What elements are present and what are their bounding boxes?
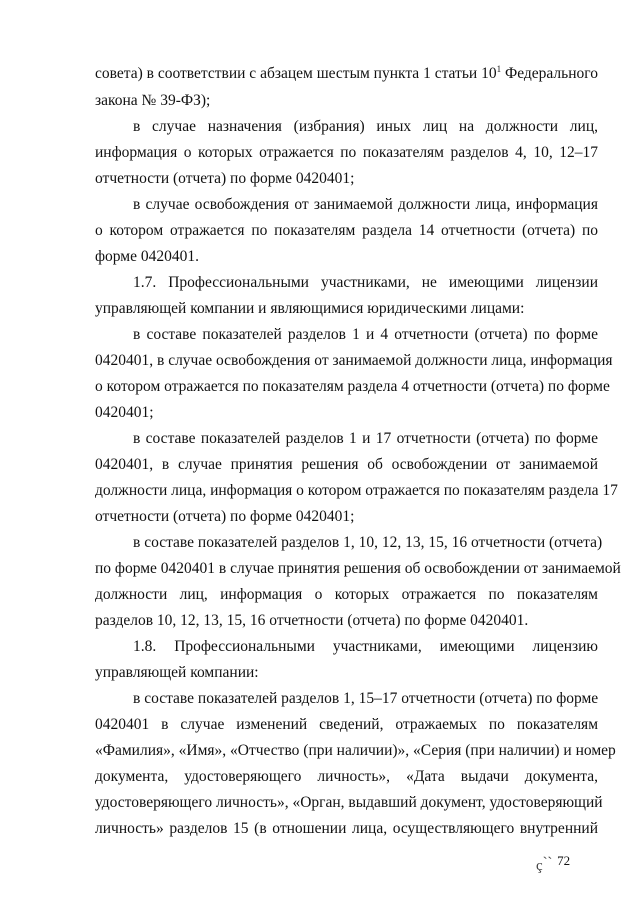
text-line-9: 1.7. Профессиональными участниками, не имеющими лицензии — [133, 274, 598, 291]
text-line-20: по форме 0420401 в случае принятия решения об освобождении от занимаемой — [95, 560, 621, 577]
text-line-2: закона № 39-ФЗ); — [95, 92, 211, 109]
text-line-12: 0420401, в случае освобождения от занимаемой должности лица, информация — [95, 352, 613, 369]
text-line-8: форме 0420401. — [95, 248, 199, 265]
text-line-11: в составе показателей разделов 1 и 4 отчетности (отчета) по форме — [133, 326, 598, 343]
text-line-25: в составе показателей разделов 1, 15–17 отчетности (отчета) по форме — [133, 690, 599, 707]
text-line-28: документа, удостоверяющего личность», «Дата выдачи документа, — [95, 768, 598, 785]
text-line-18: отчетности (отчета) по форме 0420401; — [95, 508, 355, 525]
text-line-3: в случае назначения (избрания) иных лиц на должности лиц, — [133, 118, 598, 135]
text-line-15: в составе показателей разделов 1 и 17 отчетности (отчета) по форме — [133, 430, 598, 447]
page-number — [536, 851, 570, 876]
text-line-13: о котором отражается по показателям раздела 4 отчетности (отчета) по форме — [95, 378, 610, 395]
text-line-23: 1.8. Профессиональными участниками, имеющими лицензию — [133, 638, 598, 655]
text-line-4: информация о которых отражается по показателям разделов 4, 10, 12–17 — [95, 144, 598, 161]
page-number-value: 72 — [557, 853, 571, 868]
text-line-5: отчетности (отчета) по форме 0420401; — [95, 170, 355, 187]
text-line-29: удостоверяющего личность», «Орган, выдавший документ, удостоверяющий — [95, 794, 603, 811]
text-line-7: о котором отражается по показателям раздела 14 отчетности (отчета) по — [95, 222, 598, 239]
page-mark: ç ̀ ̀ — [536, 858, 554, 874]
text-line-14: 0420401; — [95, 404, 154, 421]
text-line-26: 0420401 в случае изменений сведений, отражаемых по показателям — [95, 716, 598, 733]
text-line-27: «Фамилия», «Имя», «Отчество (при наличии)», «Серия (при наличии) и номер — [95, 742, 616, 759]
text-line-6: в случае освобождения от занимаемой должности лица, информация — [133, 196, 598, 213]
text-line-1: совета) в соответствии с абзацем шестым пункта 1 статьи $10^1$ Федерального — [95, 64, 598, 82]
text-line-10: управляющей компании и являющимися юридическими лицами: — [95, 300, 525, 317]
text-line-17: должности лица, информация о котором отражается по показателям раздела 17 — [95, 482, 618, 499]
text-line-24: управляющей компании: — [95, 664, 259, 681]
text-line-22: разделов 10, 12, 13, 15, 16 отчетности (отчета) по форме 0420401. — [95, 612, 529, 629]
text-line-30: личность» разделов 15 (в отношении лица, осуществляющего внутренний — [95, 820, 598, 837]
text-line-21: должности лиц, информация о которых отражается по показателям — [95, 586, 598, 603]
text-line-19: в составе показателей разделов 1, 10, 12, 13, 15, 16 отчетности (отчета) — [133, 534, 603, 551]
text-line-16: 0420401, в случае принятия решения об освобождении от занимаемой — [95, 456, 598, 473]
